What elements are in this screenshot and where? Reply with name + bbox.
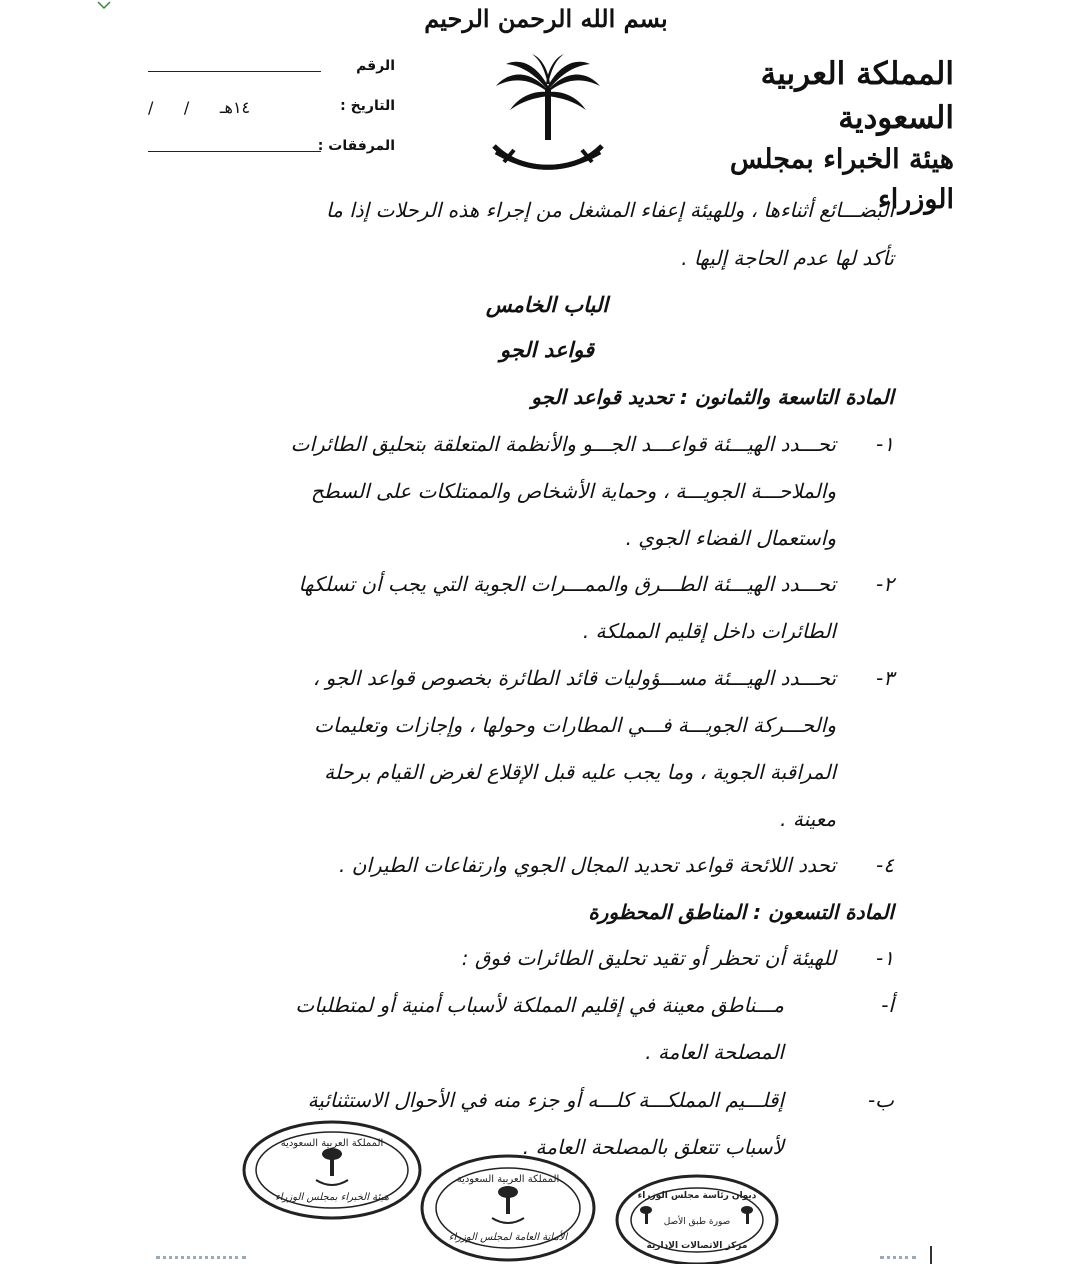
item-line: المراقبة الجوية ، وما يجب عليه قبل الإقلاع لغرض القيام برحلة <box>324 760 836 784</box>
footer-mark-left <box>156 1256 246 1267</box>
stamp-text-bottom: الأمانة العامة لمجلس الوزراء <box>448 1232 568 1243</box>
stamp-text-top: المملكة العربية السعودية <box>280 1138 384 1149</box>
stamp-text-bottom: هيئة الخبراء بمجلس الوزراء <box>275 1192 389 1203</box>
footer-mark-right <box>880 1256 916 1267</box>
item-line: الطائرات داخل إقليم المملكة . <box>582 619 836 643</box>
item-line: تحـــدد الهيـــئة الطـــرق والممـــرات الجوية التي يجب أن تسلكها <box>298 572 836 596</box>
item-line: لأسباب تتعلق بالمصلحة العامة . <box>522 1135 784 1159</box>
item-number: ١- <box>876 432 894 456</box>
item-number: ٢- <box>876 572 894 596</box>
item-number: ٣- <box>876 666 894 690</box>
item-line: معينة . <box>780 807 836 831</box>
item-line: والحـــركة الجويـــة فـــي المطارات وحولها ، وإجازات وتعليمات <box>314 713 836 737</box>
stamp-text-bottom: مركز الاتصالات الإدارية <box>646 1241 748 1251</box>
attachments-label: المرفقات : <box>317 138 395 154</box>
authority-name: هيئة الخبراء بمجلس الوزراء <box>729 144 954 215</box>
basmala: بسم الله الرحمن الرحيم <box>424 4 668 33</box>
item-number: ب- <box>867 1088 894 1112</box>
item-line: تحدد اللائحة قواعد تحديد المجال الجوي وارتفاعات الطيران . <box>339 853 836 877</box>
chapter-title: قواعد الجو <box>499 338 595 362</box>
chapter-heading: الباب الخامس <box>485 293 609 317</box>
document-body <box>200 0 894 1264</box>
item-number: ١- <box>876 946 894 970</box>
margin-stroke <box>930 1246 932 1264</box>
number-label: الرقم <box>356 58 395 74</box>
item-line: للهيئة أن تحظر أو تقيد تحليق الطائرات فوق : <box>461 946 836 970</box>
date-label: التاريخ : <box>340 98 395 114</box>
date-format: / / ١٤هـ <box>148 98 251 117</box>
authority-stamp <box>240 1118 424 1222</box>
intro-line-2: تأكد لها عدم الحاجة إليها . <box>681 246 894 270</box>
item-line: إقلـــيم المملكـــة كلـــه أو جزء منه في الأحوال الاستثنائية <box>307 1088 784 1112</box>
item-number: ٤- <box>876 853 894 877</box>
article-90-heading: المادة التسعون : المناطق المحظورة <box>588 900 894 924</box>
item-line: تحـــدد الهيـــئة مســـؤوليات قائد الطائرة بخصوص قواعد الجو ، <box>312 666 836 690</box>
item-line: واستعمال الفضاء الجوي . <box>625 526 836 550</box>
stamp-text-middle: صورة طبق الأصل <box>663 1217 731 1227</box>
stamp-text-top: المملكة العربية السعودية <box>456 1174 560 1185</box>
certified-copy-stamp <box>612 1168 782 1264</box>
item-line: تحـــدد الهيـــئة قواعـــد الجـــو والأنظمة المتعلقة بتحليق الطائرات <box>290 432 836 456</box>
item-line: المصلحة العامة . <box>645 1040 784 1064</box>
item-line: والملاحـــة الجويـــة ، وحماية الأشخاص والممتلكات على السطح <box>310 479 836 503</box>
stamp-text-top: ديوان رئاسة مجلس الوزراء <box>637 1191 757 1201</box>
article-89-heading: المادة التاسعة والثمانون : تحديد قواعد الجو <box>531 385 894 409</box>
secretariat-stamp <box>418 1148 598 1264</box>
kingdom-name: المملكة العربية السعودية <box>760 56 954 136</box>
item-number: أ- <box>881 993 894 1017</box>
item-line: مـــناطق معينة في إقليم المملكة لأسباب أمنية أو لمتطلبات <box>295 993 784 1017</box>
intro-line-1: البضـــائع أثناءها ، وللهيئة إعفاء المشغل من إجراء هذه الرحلات إذا ما <box>326 198 894 222</box>
